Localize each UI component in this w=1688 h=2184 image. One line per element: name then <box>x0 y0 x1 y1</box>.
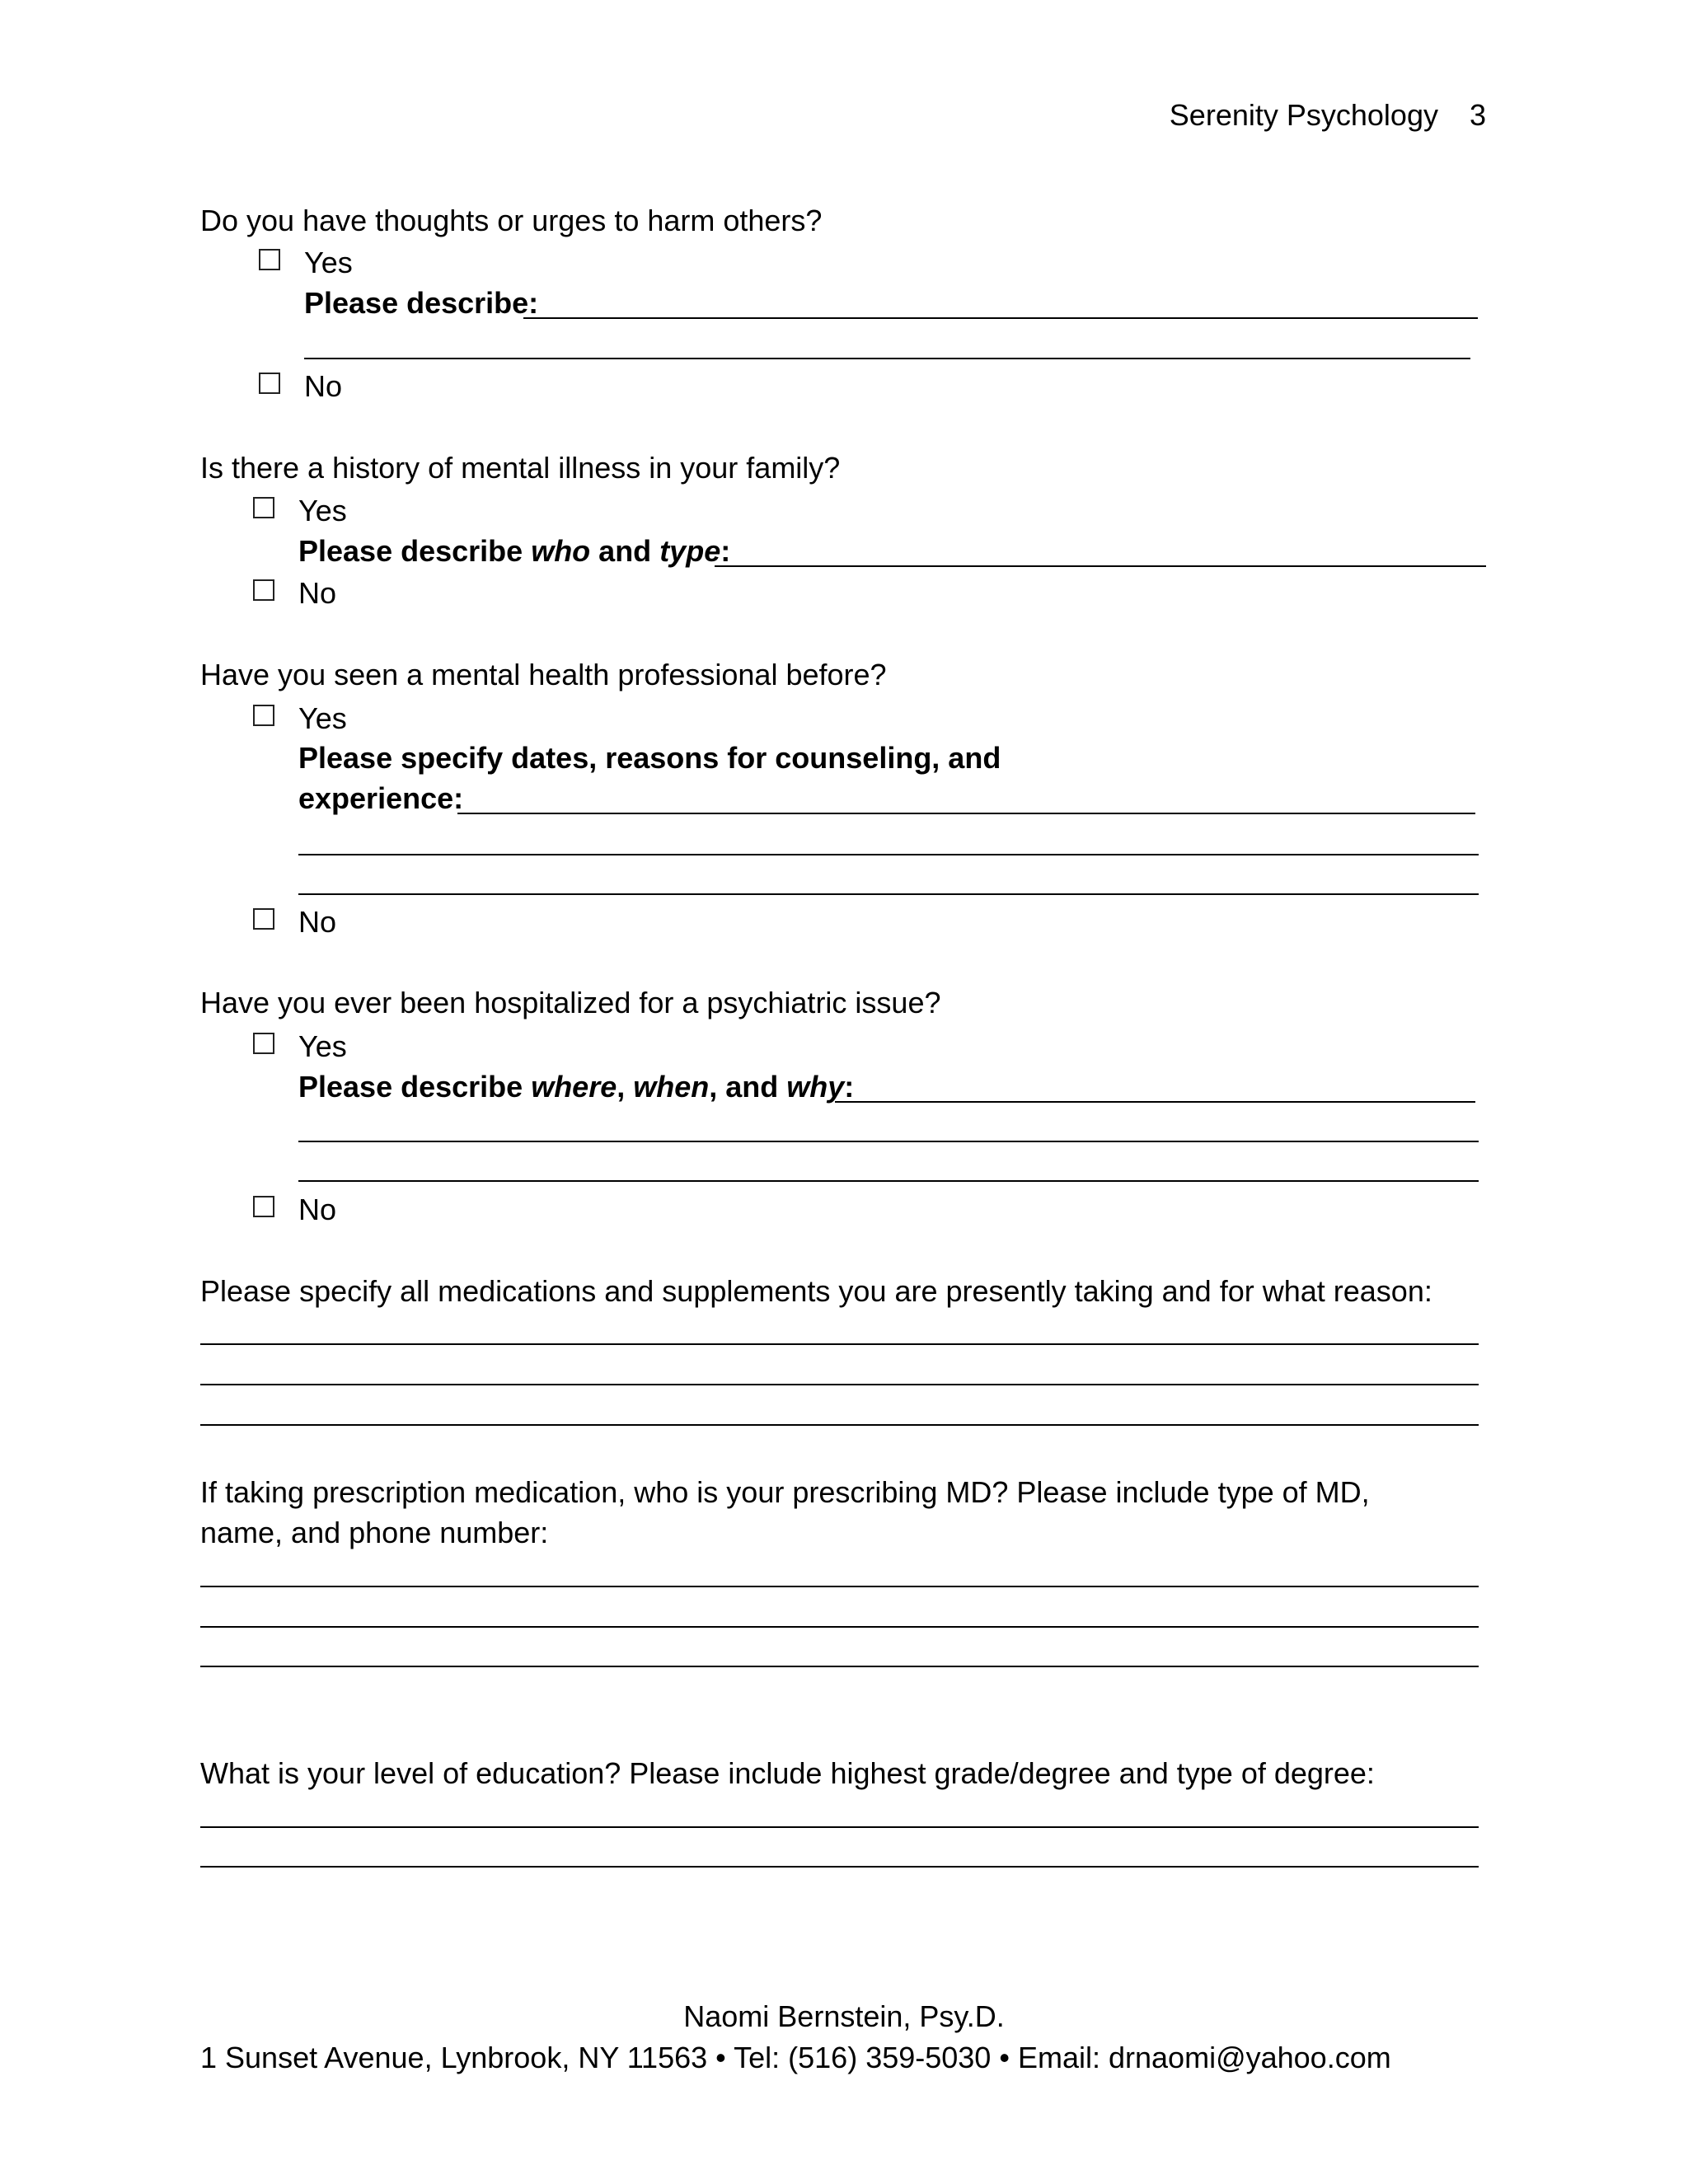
hospitalized-describe-line-3[interactable] <box>298 1180 1479 1182</box>
hospitalized-describe-line-2[interactable] <box>298 1141 1479 1142</box>
prior-professional-no-checkbox[interactable] <box>253 908 274 930</box>
family-history-describe-label: Please describe who and type: <box>298 534 731 568</box>
family-history-no-checkbox[interactable] <box>253 579 274 601</box>
family-history-yes-checkbox[interactable] <box>253 497 274 518</box>
hospitalized-describe-label: Please describe where, when, and why: <box>298 1070 855 1104</box>
medications-line-1[interactable] <box>200 1343 1479 1345</box>
hospitalized-no-checkbox[interactable] <box>253 1196 274 1217</box>
prior-professional-line-1[interactable] <box>457 813 1475 814</box>
harm-others-describe-line-2[interactable] <box>304 358 1470 359</box>
page-header <box>1169 98 1486 132</box>
harm-others-describe-label: Please describe: <box>304 286 539 320</box>
prior-professional-line-3[interactable] <box>298 893 1479 895</box>
footer-contact <box>200 2043 1391 2073</box>
question-education: What is your level of education? Please include highest grade/degree and type of degree: <box>200 1756 1375 1790</box>
page-number: 3 <box>1469 98 1486 132</box>
harm-others-no-label: No <box>304 369 343 403</box>
hospitalized-describe-line-1[interactable] <box>835 1101 1475 1103</box>
prescribing-md-line-3[interactable] <box>200 1666 1479 1667</box>
education-line-1[interactable] <box>200 1826 1479 1828</box>
hospitalized-yes-checkbox[interactable] <box>253 1033 274 1054</box>
prior-professional-yes-checkbox[interactable] <box>253 705 274 726</box>
prior-professional-no-label: No <box>298 905 337 939</box>
prior-professional-line-2[interactable] <box>298 854 1479 855</box>
harm-others-yes-checkbox[interactable] <box>259 249 280 270</box>
footer-bullet: • <box>999 2041 1010 2074</box>
family-history-describe-line[interactable] <box>715 565 1486 567</box>
prescribing-md-line-2[interactable] <box>200 1626 1479 1628</box>
footer-name: Naomi Bernstein, Psy.D. <box>683 1999 1005 2033</box>
harm-others-describe-line-1[interactable] <box>523 317 1478 319</box>
practice-name: Serenity Psychology <box>1169 98 1438 132</box>
family-history-yes-label: Yes <box>298 494 347 527</box>
footer-tel: Tel: (516) 359-5030 <box>734 2041 992 2074</box>
harm-others-yes-label: Yes <box>304 246 353 279</box>
education-line-2[interactable] <box>200 1866 1479 1868</box>
question-harm-others: Do you have thoughts or urges to harm others? <box>200 204 823 237</box>
medications-line-2[interactable] <box>200 1384 1479 1385</box>
question-hospitalized: Have you ever been hospitalized for a psychiatric issue? <box>200 986 941 1019</box>
hospitalized-yes-label: Yes <box>298 1029 347 1063</box>
family-history-no-label: No <box>298 576 337 610</box>
hospitalized-no-label: No <box>298 1193 337 1226</box>
medications-line-3[interactable] <box>200 1424 1479 1426</box>
footer-address: 1 Sunset Avenue, Lynbrook, NY 11563 <box>200 2041 708 2074</box>
harm-others-no-checkbox[interactable] <box>259 373 280 394</box>
question-prior-professional: Have you seen a mental health professional before? <box>200 658 887 691</box>
question-medications: Please specify all medications and supplements you are presently taking and for what reason: <box>200 1274 1432 1308</box>
prior-professional-specify-label: Please specify dates, reasons for counseling, and <box>298 741 1001 775</box>
prior-professional-experience-label: experience: <box>298 781 464 815</box>
question-family-history: Is there a history of mental illness in your family? <box>200 451 841 485</box>
prescribing-md-line-1[interactable] <box>200 1586 1479 1587</box>
footer-email: Email: drnaomi@yahoo.com <box>1017 2041 1391 2074</box>
question-prescribing-md: If taking prescription medication, who is your prescribing MD? Please include type of MD, <box>200 1475 1370 1509</box>
question-prescribing-md-line2: name, and phone number: <box>200 1516 549 1549</box>
footer-bullet: • <box>715 2041 726 2074</box>
prior-professional-yes-label: Yes <box>298 701 347 735</box>
